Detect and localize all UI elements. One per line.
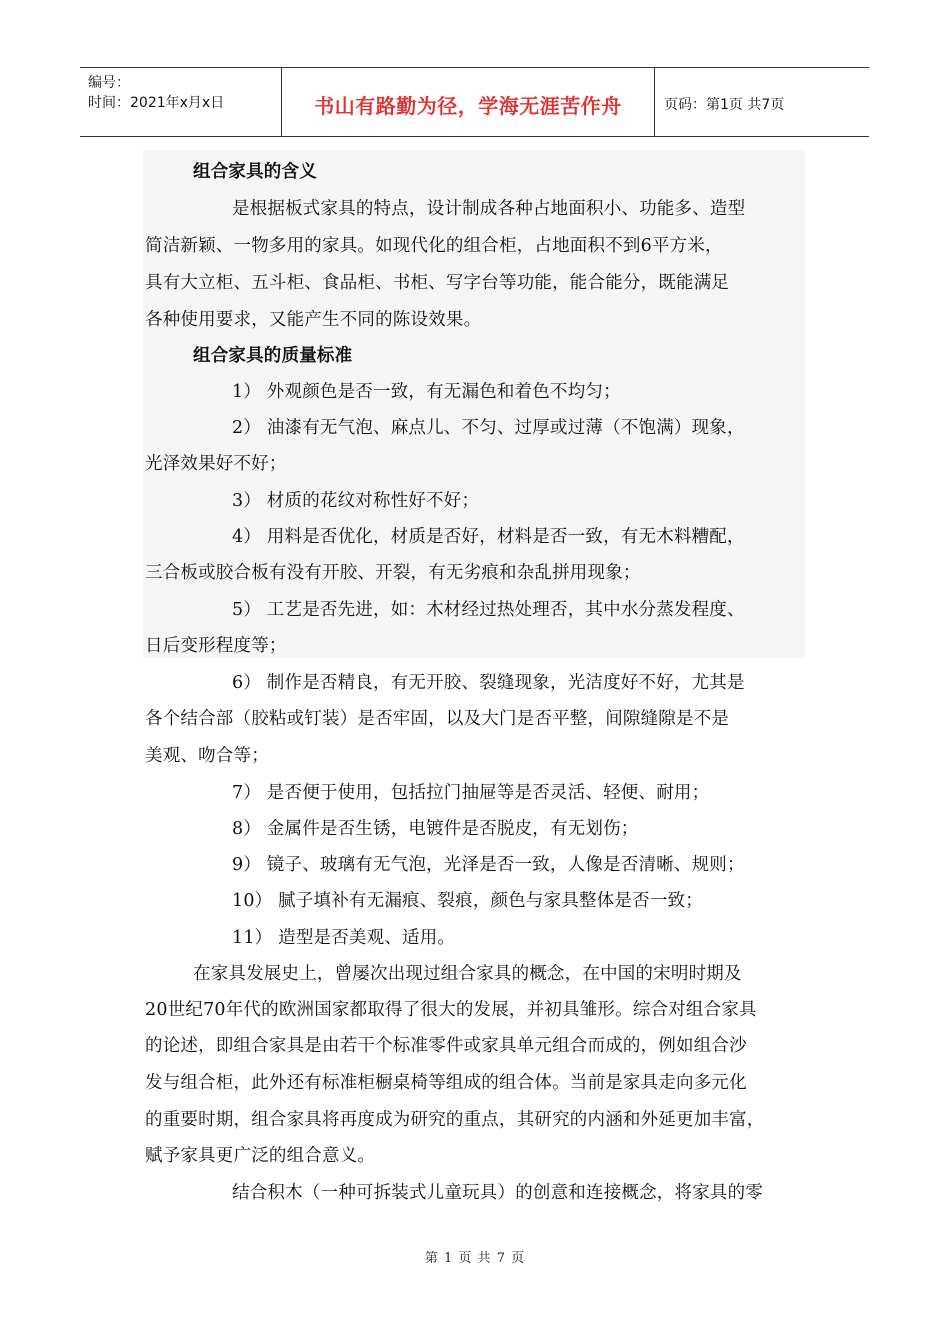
list-item: 6） 制作是否精良，有无开胶、裂缝现象，光洁度好不好，尤其是 [232,673,745,693]
paragraph-line: 的重要时期，组合家具将再度成为研究的重点，其研究的内涵和外延更加丰富， [145,1110,765,1130]
list-item: 10） 腻子填补有无漏痕、裂痕，颜色与家具整体是否一致； [232,891,703,911]
paragraph-line: 发与组合柜，此外还有标准柜橱桌椅等组成的组合体。当前是家具走向多元化 [145,1073,747,1093]
page-info: 页码：第1页 共7页 [664,97,785,113]
number-label: 编号： [88,75,130,91]
list-item: 3） 材质的花纹对称性好不好； [232,491,480,511]
list-item: 8） 金属件是否生锈，电镀件是否脱皮，有无划伤； [232,819,639,839]
paragraph-line: 在家具发展史上，曾屡次出现过组合家具的概念，在中国的宋明时期及 [193,964,742,984]
list-item: 11） 造型是否美观、适用。 [232,928,456,948]
list-item-continuation: 光泽效果好不好； [145,454,287,474]
motto: 书山有路勤为径，学海无涯苦作舟 [314,94,622,118]
list-item-continuation: 日后变形程度等； [145,636,287,656]
paragraph-line: 赋予家具更广泛的组合意义。 [145,1146,376,1166]
page-footer: 第 1 页 共 7 页 [424,1251,526,1266]
section-heading: 组合家具的含义 [193,162,317,182]
header-meta [80,68,280,136]
list-item: 5） 工艺是否先进，如：木材经过热处理否，其中水分蒸发程度、 [232,600,745,620]
page-header [80,67,869,137]
paragraph-line: 简洁新颖、一物多用的家具。如现代化的组合柜，占地面积不到6平方米， [145,236,723,256]
list-item: 9） 镜子、玻璃有无气泡，光泽是否一致，人像是否清晰、规则； [232,855,745,875]
list-item: 4） 用料是否优化，材质是否好，材料是否一致，有无木料糟配， [232,527,745,547]
list-item-continuation: 各个结合部（胶粘或钉装）是否牢固，以及大门是否平整，间隙缝隙是不是 [145,709,730,729]
list-item-continuation: 美观、吻合等； [145,746,269,766]
list-item-continuation: 三合板或胶合板有没有开胶、开裂，有无劣痕和杂乱拼用现象； [145,563,641,583]
paragraph-line: 的论述，即组合家具是由若干个标准零件或家具单元组合而成的，例如组合沙 [145,1036,747,1056]
list-item: 2） 油漆有无气泡、麻点儿、不匀、过厚或过薄（不饱满）现象， [232,418,745,438]
list-item: 1） 外观颜色是否一致，有无漏色和着色不均匀； [232,382,621,402]
section-heading: 组合家具的质量标准 [193,346,353,366]
paragraph-line: 具有大立柜、五斗柜、食品柜、书柜、写字台等功能，能合能分，既能满足 [145,273,730,293]
header-motto-cell [281,68,655,136]
header-page-cell [654,68,869,136]
paragraph-line: 20世纪70年代的欧洲国家都取得了很大的发展，并初具雏形。综合对组合家具 [145,1000,757,1020]
paragraph-line: 各种使用要求，又能产生不同的陈设效果。 [145,310,482,330]
time-label: 时间：2021年x月x日 [88,95,225,111]
paragraph-line: 结合积木（一种可拆装式儿童玩具）的创意和连接概念，将家具的零 [232,1183,763,1203]
paragraph-line: 是根据板式家具的特点，设计制成各种占地面积小、功能多、造型 [232,199,746,219]
list-item: 7） 是否便于使用，包括拉门抽屉等是否灵活、轻便、耐用； [232,783,710,803]
